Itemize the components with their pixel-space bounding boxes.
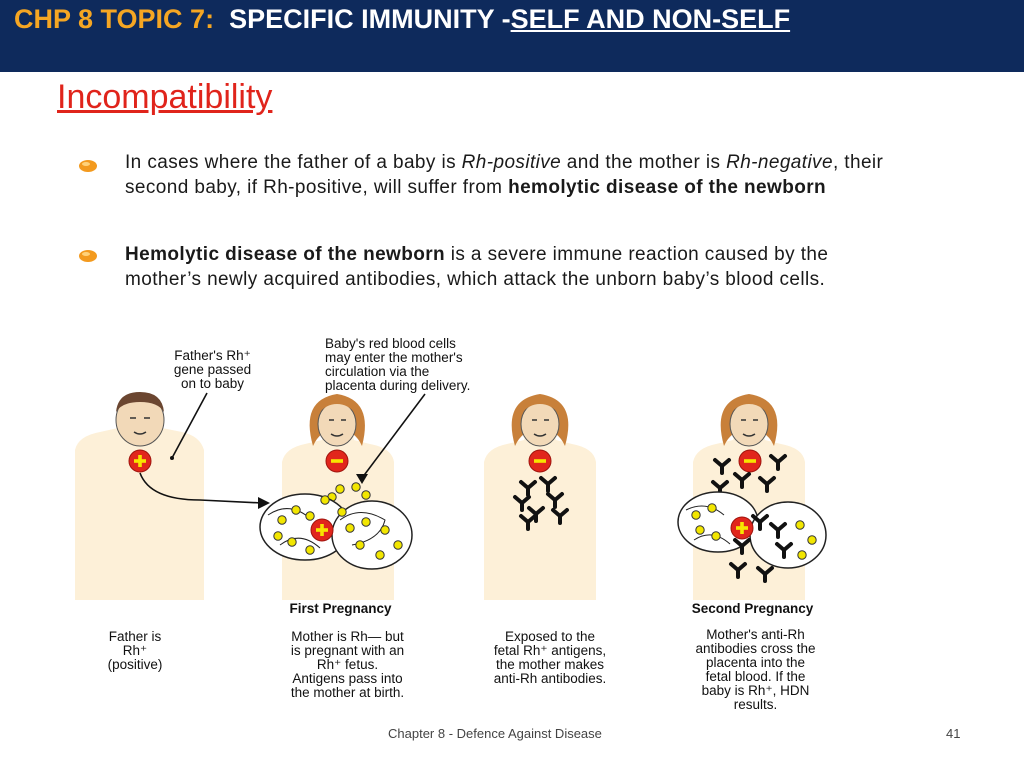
title-main: SPECIFIC IMMUNITY - (229, 4, 511, 34)
footer-chapter: Chapter 8 - Defence Against Disease (388, 726, 602, 741)
bullet-text-2: Hemolytic disease of the newborn is a severe immune reaction caused by the mother’s newly acquired antibodies, which attack the unborn baby’s blood cells. (125, 244, 829, 290)
title-prefix: CHP 8 TOPIC 7: (14, 4, 215, 34)
callout-baby-cells: Baby's red blood cells may enter the mother's circulation via the placenta during delivery. (325, 336, 471, 393)
father-figure (75, 392, 204, 600)
callout-father-gene: Father's Rh⁺ gene passed on to baby (173, 348, 252, 391)
bullet-text-1: In cases where the father of a baby is Rh-positive and the mother is Rh-negative, their second baby, if Rh-positive, will suffer from hemolytic disease of the newborn (125, 152, 884, 198)
slide-number: 41 (946, 726, 961, 741)
title-underlined: SELF AND NON-SELF (510, 4, 791, 34)
mother-figure-exposed (484, 394, 596, 600)
caption-exposed: Exposed to the fetal Rh⁺ antigens, the mother makes anti-Rh antibodies. (493, 629, 607, 686)
heading-second-pregnancy: Second Pregnancy (691, 601, 814, 616)
heading-first-pregnancy: First Pregnancy (289, 601, 392, 616)
slide-subtitle: Incompatibility (57, 78, 273, 116)
caption-father: Father is Rh⁺ (positive) (107, 629, 163, 672)
caption-second-pregnancy: Mother's anti-Rh antibodies cross the placenta into the fetal blood. If the baby is Rh⁺, HDN results. (695, 627, 816, 712)
caption-first-pregnancy: Mother is Rh— but is pregnant with an Rh⁺ fetus. Antigens pass into the mother at birth. (290, 629, 405, 700)
